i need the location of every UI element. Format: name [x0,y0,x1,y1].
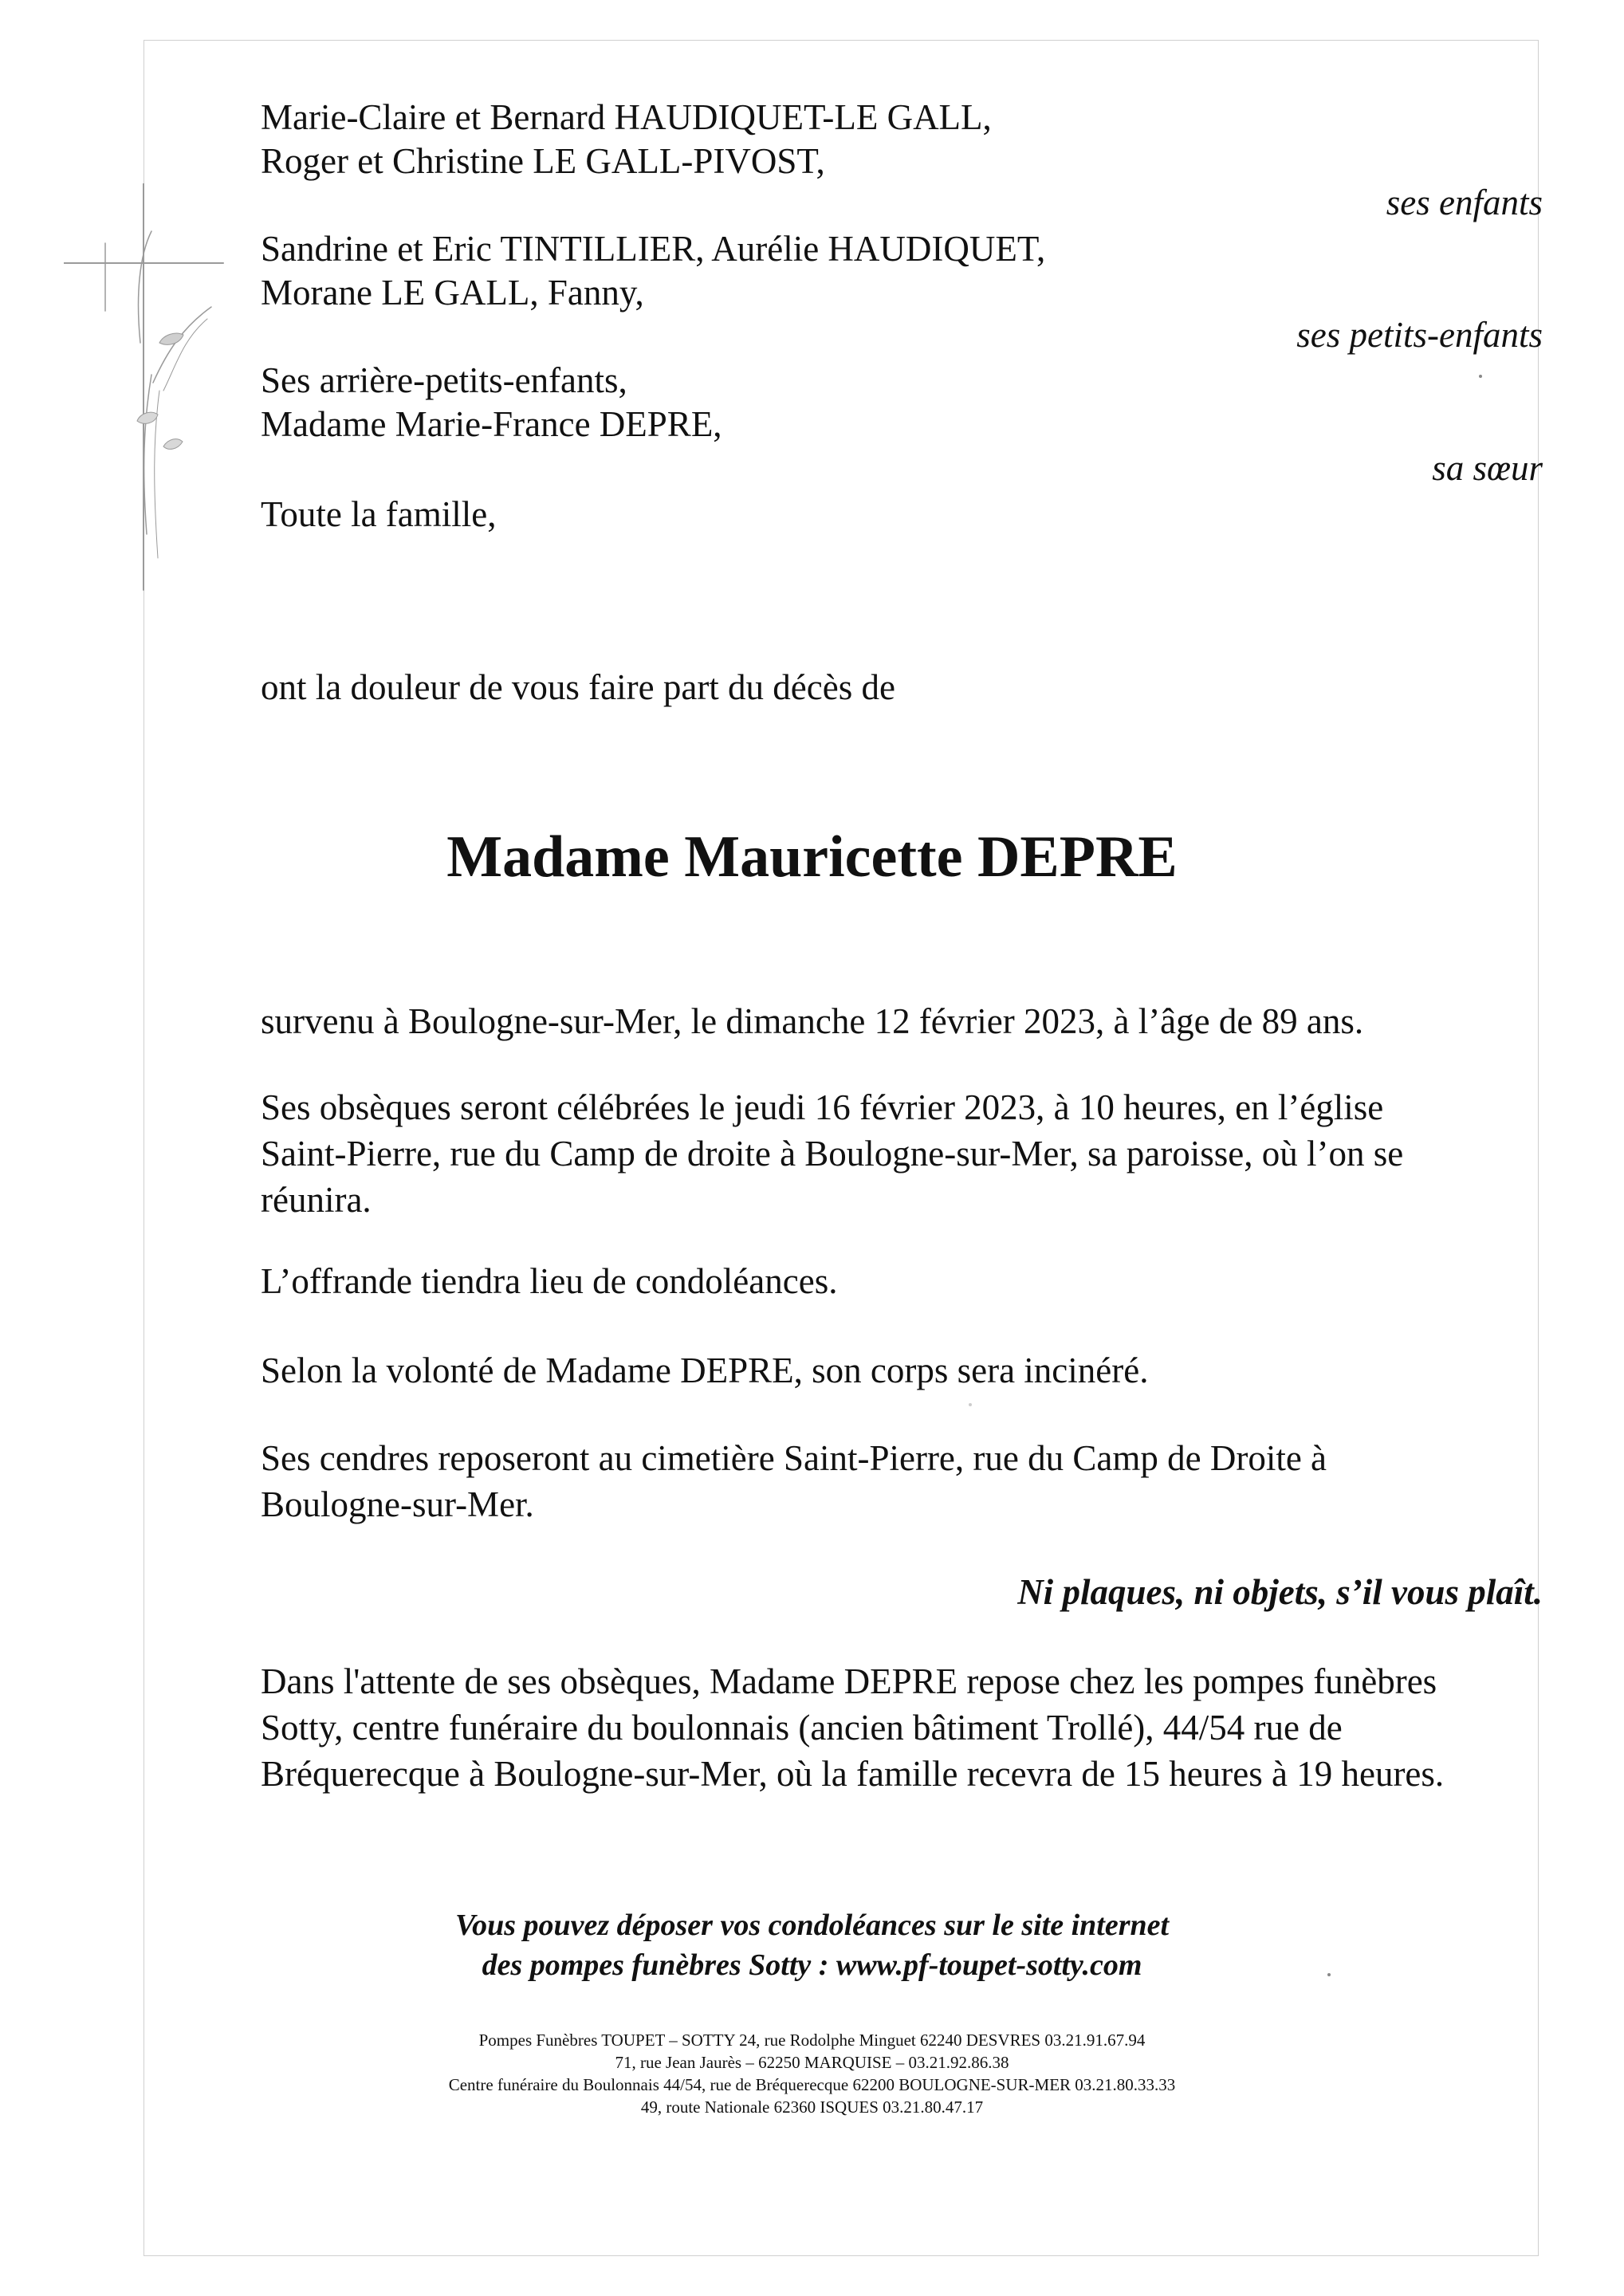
scan-speck [1327,1973,1331,1976]
funeral-line-1: Ses obsèques seront célébrées le jeudi 16 février 2023, à 10 heures, en l’église [261,1087,1384,1127]
repose-line-1: Dans l'attente de ses obsèques, Madame DEPRE repose chez les pompes funèbres [261,1661,1437,1701]
funeral-line-3: réunira. [261,1180,372,1220]
ashes-paragraph [261,1435,1552,1527]
cremation-paragraph [261,1347,1552,1394]
repose-line-2: Sotty, centre funéraire du boulonnais (ancien bâtiment Trollé), 44/54 rue de [261,1708,1343,1748]
death-line: survenu à Boulogne-sur-Mer, le dimanche 12 février 2023, à l’âge de 89 ans. [261,1001,1364,1041]
child-line-1: Marie-Claire et Bernard HAUDIQUET-LE GALL, [261,97,992,137]
offering-paragraph [261,1258,1552,1304]
grandchildren-label: ses petits-enfants [1296,315,1543,355]
death-paragraph [261,998,1552,1044]
ashes-line-1: Ses cendres reposeront au cimetière Saint-Pierre, rue du Camp de Droite à [261,1438,1327,1478]
sister-line: Madame Marie-France DEPRE, [261,404,722,444]
children-label: ses enfants [1386,183,1543,222]
website-line-1: Vous pouvez déposer vos condoléances sur le site internet [454,1909,1170,1942]
grandchild-line-2: Morane LE GALL, Fanny, [261,273,644,313]
cremation-line: Selon la volonté de Madame DEPRE, son corps sera incinéré. [261,1350,1149,1390]
funeral-line-2: Saint-Pierre, rue du Camp de droite à Boulogne-sur-Mer, sa paroisse, où l’on se [261,1134,1404,1174]
scan-speck [969,1403,972,1406]
deceased-name: Madame Mauricette DEPRE [446,824,1178,890]
no-flowers-request: Ni plaques, ni objets, s’il vous plaît. [1017,1572,1543,1612]
offering-line: L’offrande tiendra lieu de condoléances. [261,1261,838,1301]
grandchild-line-1: Sandrine et Eric TINTILLIER, Aurélie HAUDIQUET, [261,229,1046,269]
family-line: Toute la famille, [261,494,497,534]
address-line-1: Pompes Funèbres TOUPET – SOTTY 24, rue Rodolphe Minguet 62240 DESVRES 03.21.91.67.94 [478,2031,1146,2050]
funeral-paragraph [261,1084,1552,1223]
funeral-home-addresses [0,2029,1624,2118]
repose-paragraph [261,1658,1552,1797]
great-grandchildren-line: Ses arrière-petits-enfants, [261,360,627,400]
condolences-website-note [0,1905,1624,1985]
announcement-intro: ont la douleur de vous faire part du décès de [261,667,895,707]
address-line-3: Centre funéraire du Boulonnais 44/54, rue de Bréquerecque 62200 BOULOGNE-SUR-MER 03.21.80.33.33 [448,2075,1176,2094]
sister-label: sa sœur [1432,448,1543,488]
cross-flower-ornament-icon [64,183,239,598]
ashes-line-2: Boulogne-sur-Mer. [261,1484,534,1524]
address-line-4: 49, route Nationale 62360 ISQUES 03.21.80.47.17 [640,2097,984,2117]
website-line-2: des pompes funèbres Sotty : www.pf-toupet-sotty.com [482,1948,1142,1982]
child-line-2: Roger et Christine LE GALL-PIVOST, [261,141,825,181]
repose-line-3: Bréquerecque à Boulogne-sur-Mer, où la famille recevra de 15 heures à 19 heures. [261,1754,1445,1794]
scan-speck [1479,375,1482,378]
address-line-2: 71, rue Jean Jaurès – 62250 MARQUISE – 03.21.92.86.38 [615,2053,1009,2072]
